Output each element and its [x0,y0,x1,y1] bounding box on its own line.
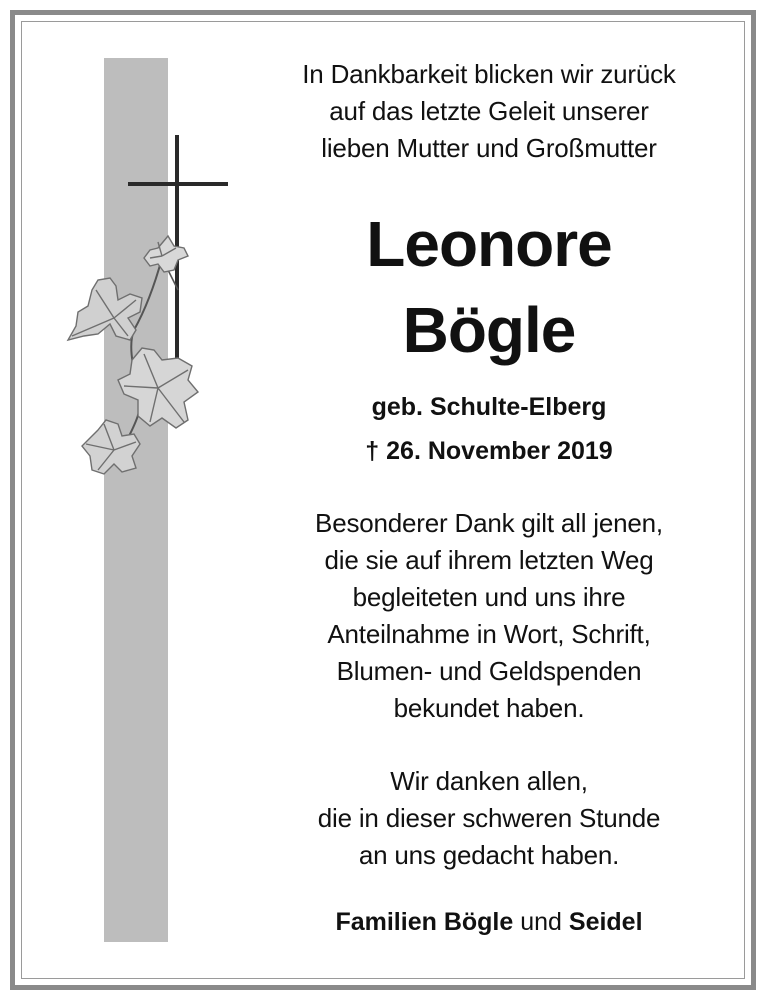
closing-line: Wir danken allen, [390,766,588,796]
birth-name: geb. Schulte-Elberg [371,393,607,421]
thanks-line: bekundet haben. [393,693,585,723]
thanks-line: Blumen- und Geldspenden [336,656,642,686]
thanks-line: die sie auf ihrem letzten Weg [324,545,654,575]
intro-line: lieben Mutter und Großmutter [321,133,657,163]
dagger-icon: † [365,437,380,465]
thanks-text [250,505,728,727]
closing-line: die in dieser schweren Stunde [317,803,661,833]
signature-prefix: Familien Bögle [335,908,514,936]
death-date-line [250,435,728,467]
thanks-line: Besonderer Dank gilt all jenen, [315,508,663,538]
notice-text [250,56,728,938]
signature-suffix: Seidel [568,908,643,936]
death-date: 26. November 2019 [386,437,613,465]
closing-text [250,763,728,874]
thanks-line: Anteilnahme in Wort, Schrift, [327,619,651,649]
closing-line: an uns gedacht haben. [358,840,620,870]
signature [250,906,728,938]
intro-line: auf das letzte Geleit unserer [329,96,649,126]
last-name: Bögle [402,294,576,366]
intro-text [250,56,728,167]
intro-line: In Dankbarkeit blicken wir zurück [302,59,676,89]
thanks-line: begleiteten und uns ihre [352,582,626,612]
first-name: Leonore [366,208,612,280]
cross-ivy-ornament [58,130,238,510]
signature-joiner: und [520,908,562,936]
deceased-name [250,201,728,373]
